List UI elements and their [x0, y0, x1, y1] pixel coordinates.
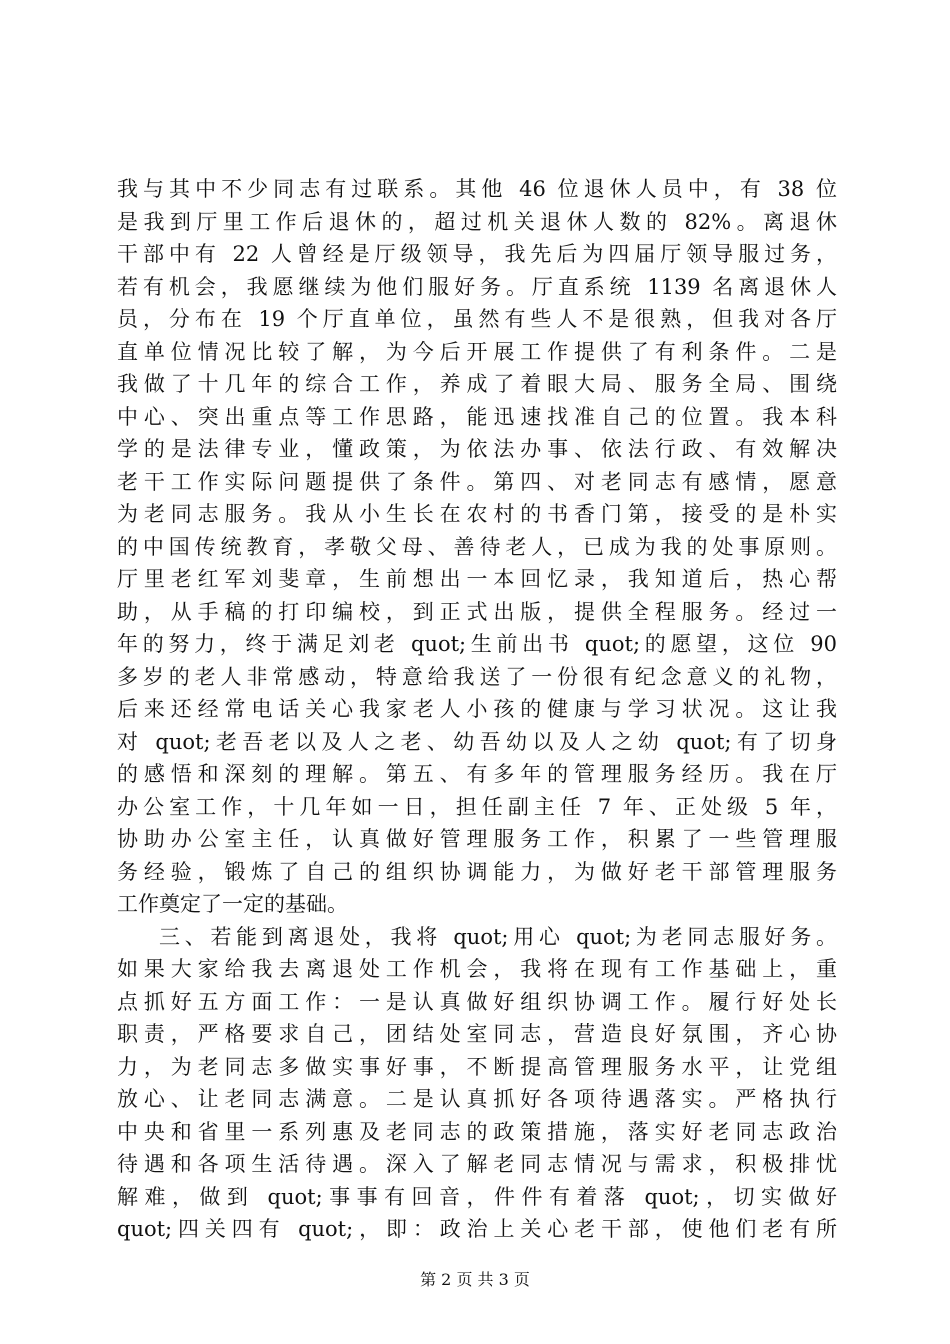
text-line: 厅里老红军刘斐章，生前想出一本回忆录，我知道后，热心帮: [117, 567, 837, 591]
text-line: 干部中有 22 人曾经是厅级领导，我先后为四届厅领导服过务，: [117, 242, 837, 266]
text-line: 员，分布在 19 个厅直单位，虽然有些人不是很熟，但我对各厅: [117, 307, 837, 331]
text-line: 力，为老同志多做实事好事，不断提高管理服务水平，让党组: [117, 1054, 837, 1079]
text-line: 待遇和各项生活待遇。深入了解老同志情况与需求，积极排忧: [117, 1152, 837, 1176]
text-line: 中心、突出重点等工作思路，能迅速找准自己的位置。我本科: [117, 404, 837, 429]
text-line: 如果大家给我去离退处工作机会，我将在现有工作基础上，重: [117, 957, 837, 981]
text-line: 的中国传统教育，孝敬父母、善待老人，已成为我的处事原则。: [117, 534, 837, 559]
text-line: 为老同志服务。我从小生长在农村的书香门第，接受的是朴实: [117, 502, 837, 526]
text-line: 老干工作实际问题提供了条件。第四、对老同志有感情，愿意: [117, 469, 837, 494]
text-line: 解难，做到 quot;事事有回音，件件有着落 quot;，切实做好: [117, 1184, 837, 1209]
text-line: 年的努力，终于满足刘老 quot;生前出书 quot;的愿望，这位 90: [117, 632, 837, 656]
text-line: 我做了十几年的综合工作，养成了着眼大局、服务全局、围绕: [117, 372, 837, 396]
text-line: 直单位情况比较了解，为今后开展工作提供了有利条件。二是: [117, 339, 837, 364]
text-line: 助，从手稿的打印编校，到正式出版，提供全程服务。经过一: [117, 599, 837, 624]
text-line: 工作奠定了一定的基础。: [117, 892, 348, 916]
paragraph-start-line: 三、若能到离退处，我将 quot;用心 quot;为老同志服好务。: [159, 924, 837, 949]
text-line: 学的是法律专业，懂政策，为依法办事、依法行政、有效解决: [117, 437, 837, 461]
text-line: 对 quot;老吾老以及人之老、幼吾幼以及人之幼 quot;有了切身: [117, 729, 837, 754]
text-line: 我与其中不少同志有过联系。其他 46 位退休人员中，有 38 位: [117, 177, 837, 201]
text-line: 点抓好五方面工作：一是认真做好组织协调工作。履行好处长: [117, 989, 837, 1014]
text-line: 职责，严格要求自己，团结处室同志，营造良好氛围，齐心协: [117, 1022, 837, 1046]
text-line: 若有机会，我愿继续为他们服好务。厅直系统 1139 名离退休人: [117, 274, 837, 299]
text-line: 多岁的老人非常感动，特意给我送了一份很有纪念意义的礼物，: [117, 664, 837, 689]
text-line: quot;四关四有 quot;，即：政治上关心老干部，使他们老有所: [117, 1217, 837, 1241]
text-line: 办公室工作，十几年如一日，担任副主任 7 年、正处级 5 年，: [117, 794, 837, 819]
text-line: 后来还经常电话关心我家老人小孩的健康与学习状况。这让我: [117, 697, 837, 721]
text-line: 的感悟和深刻的理解。第五、有多年的管理服务经历。我在厅: [117, 762, 837, 786]
text-line: 是我到厅里工作后退休的，超过机关退休人数的 82%。离退休: [117, 209, 837, 234]
body-text: [117, 173, 837, 1246]
text-line: 协助办公室主任，认真做好管理服务工作，积累了一些管理服: [117, 827, 837, 851]
page-footer: 第 2 页 共 3 页: [420, 1270, 530, 1289]
text-line: 中央和省里一系列惠及老同志的政策措施，落实好老同志政治: [117, 1119, 837, 1144]
text-line: 务经验，锻炼了自己的组织协调能力，为做好老干部管理服务: [117, 859, 837, 884]
text-line: 放心、让老同志满意。二是认真抓好各项待遇落实。严格执行: [117, 1087, 837, 1111]
